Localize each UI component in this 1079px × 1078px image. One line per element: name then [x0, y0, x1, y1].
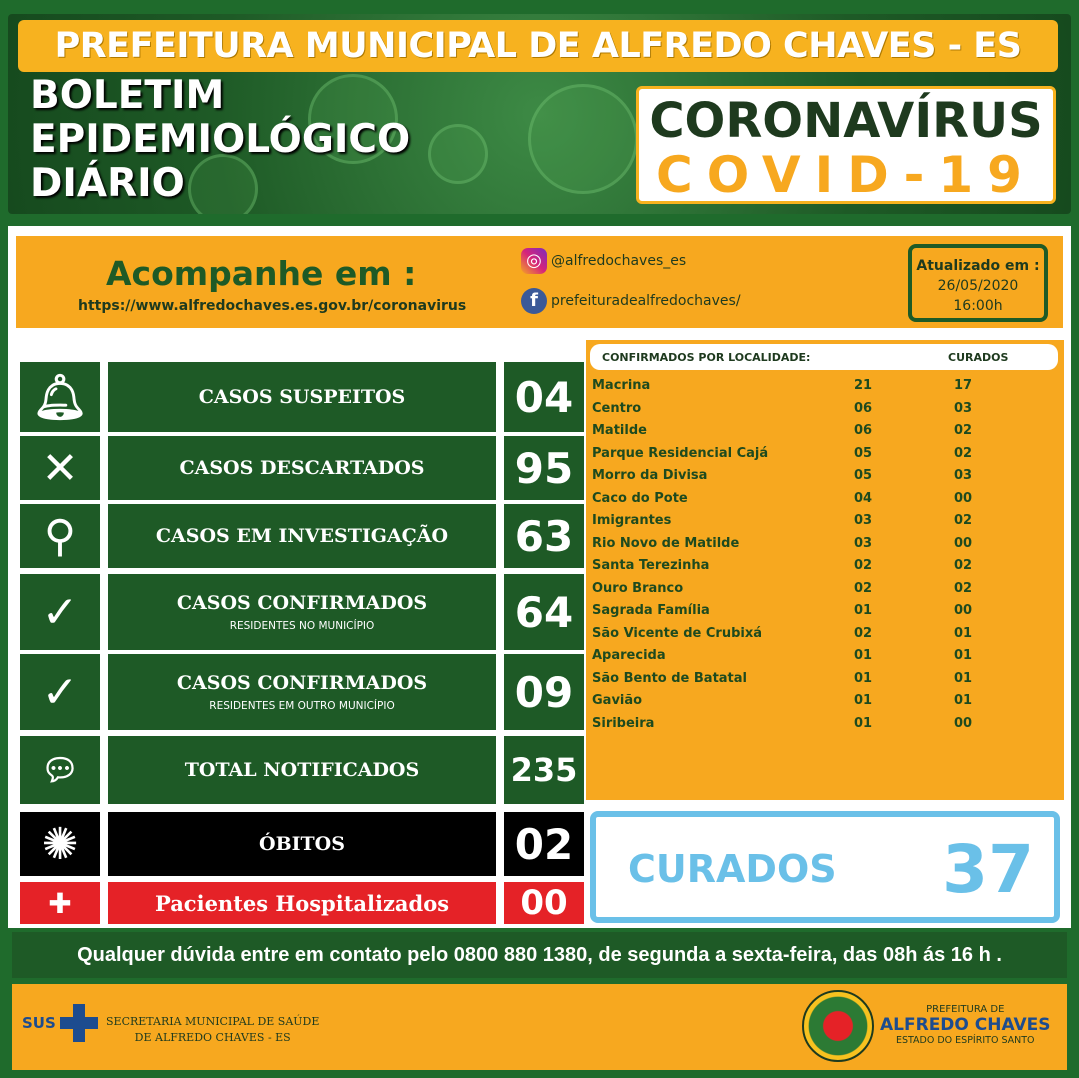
facebook-icon: f [521, 288, 547, 314]
locality-row [592, 624, 1052, 646]
locality-name: Gavião [592, 693, 643, 708]
locality-name: Centro [592, 400, 642, 416]
locality-confirmed: 03 [854, 535, 873, 551]
locality-cured: 02 [954, 513, 973, 528]
locality-name: Parque Residencial Cajá [592, 445, 769, 461]
stat-label: ÓBITOS [108, 812, 496, 876]
locality-row [592, 714, 1052, 736]
locality-cured: 00 [954, 490, 973, 506]
locality-name: Imigrantes [592, 513, 672, 528]
locality-row [592, 511, 1052, 533]
locality-name: Rio Novo de Matilde [592, 535, 740, 551]
sus-logo-text: SUS [22, 1014, 56, 1032]
instagram-link[interactable] [521, 248, 686, 274]
locality-confirmed: 03 [854, 513, 873, 528]
stat-label: TOTAL NOTIFICADOS [108, 736, 496, 804]
chat-bubbles-icon: 💬︎ [20, 736, 100, 804]
stat-row [16, 812, 584, 876]
cured-value: 37 [942, 831, 1034, 908]
locality-cured: 17 [954, 378, 973, 393]
main-panel [8, 226, 1071, 928]
locality-name: Matilde [592, 423, 647, 438]
stat-row [16, 362, 584, 432]
stat-label: CASOS SUSPEITOS [108, 362, 496, 432]
locality-name: Macrina [592, 378, 651, 393]
stat-value: 63 [504, 504, 584, 568]
locality-cured: 01 [954, 625, 973, 641]
locality-cured: 03 [954, 400, 973, 416]
updated-time: 16:00h [953, 298, 1003, 314]
locality-row [592, 669, 1052, 691]
locality-cured: 02 [954, 445, 973, 461]
locality-confirmed: 01 [854, 648, 873, 663]
locality-row [592, 601, 1052, 623]
locality-confirmed: 05 [854, 445, 873, 461]
locality-confirmed: 01 [854, 693, 873, 708]
locality-name: Morro da Divisa [592, 468, 708, 483]
stat-label: CASOS CONFIRMADOS RESIDENTES NO MUNICÍPIO [108, 574, 496, 650]
locality-row [592, 646, 1052, 668]
page-title: PREFEITURA MUNICIPAL DE ALFREDO CHAVES - ES [18, 20, 1058, 72]
locality-confirmed: 02 [854, 558, 873, 573]
boletim-title [30, 74, 410, 206]
locality-row [592, 579, 1052, 601]
municipal-seal-icon [802, 990, 874, 1062]
stat-value: 04 [504, 362, 584, 432]
stat-row [16, 882, 584, 924]
virus-decoration [428, 124, 488, 184]
check-icon: ✓ [20, 654, 100, 730]
locality-row [592, 556, 1052, 578]
updated-label: Atualizado em : [916, 258, 1040, 274]
locality-cured: 00 [954, 535, 973, 551]
stat-value: 235 [504, 736, 584, 804]
locality-cured: 01 [954, 648, 973, 663]
coronavirus-badge [636, 86, 1056, 204]
localities-header-right: CURADOS [948, 351, 1009, 364]
locality-cured: 01 [954, 693, 973, 708]
locality-row [592, 399, 1052, 421]
localities-header-left: CONFIRMADOS POR LOCALIDADE: [602, 351, 811, 364]
stat-value: 00 [504, 882, 584, 924]
locality-name: São Bento de Batatal [592, 670, 748, 686]
footer [12, 984, 1067, 1070]
badge-line2: COVID-19 [656, 146, 1036, 204]
locality-cured: 01 [954, 670, 973, 686]
stat-row [16, 654, 584, 730]
locality-row [592, 421, 1052, 443]
stat-value: 09 [504, 654, 584, 730]
locality-confirmed: 02 [854, 625, 873, 641]
x-icon: ✕ [20, 436, 100, 500]
stat-label: CASOS DESCARTADOS [108, 436, 496, 500]
follow-section [16, 236, 1063, 328]
stat-value: 02 [504, 812, 584, 876]
updated-calendar [908, 244, 1048, 322]
locality-confirmed: 04 [854, 490, 873, 506]
locality-cured: 02 [954, 580, 973, 596]
locality-cured: 03 [954, 468, 973, 483]
locality-row [592, 466, 1052, 488]
locality-confirmed: 01 [854, 715, 873, 731]
locality-row [592, 444, 1052, 466]
locality-cured: 00 [954, 715, 973, 731]
virus-icon: ✺ [20, 812, 100, 876]
stat-label: CASOS CONFIRMADOS RESIDENTES EM OUTRO MUNICÍPIO [108, 654, 496, 730]
updated-date: 26/05/2020 [937, 278, 1019, 294]
boletim-line: BOLETIM [30, 73, 225, 118]
locality-row [592, 376, 1052, 398]
localities-header [590, 344, 1058, 370]
locality-name: Aparecida [592, 648, 666, 663]
locality-row [592, 534, 1052, 556]
cured-box [590, 811, 1060, 923]
locality-name: Ouro Branco [592, 580, 684, 596]
header-banner [8, 14, 1071, 214]
locality-cured: 00 [954, 603, 973, 618]
locality-confirmed: 05 [854, 468, 873, 483]
boletim-line: DIÁRIO [30, 161, 185, 206]
localities-table [586, 340, 1064, 800]
locality-name: São Vicente de Crubixá [592, 625, 762, 641]
stat-row [16, 736, 584, 804]
follow-title: Acompanhe em : [106, 254, 417, 293]
medical-cross-icon: ✚ [20, 882, 100, 924]
locality-name: Caco do Pote [592, 490, 688, 506]
bell-icon: 🔔︎ [20, 362, 100, 432]
stat-row [16, 504, 584, 568]
cured-label: CURADOS [628, 847, 837, 891]
stat-label: CASOS EM INVESTIGAÇÃO [108, 504, 496, 568]
check-icon: ✓ [20, 574, 100, 650]
badge-line1: CORONAVÍRUS [649, 93, 1043, 149]
locality-confirmed: 01 [854, 603, 873, 618]
locality-confirmed: 06 [854, 423, 873, 438]
locality-confirmed: 06 [854, 400, 873, 416]
magnifier-icon: ⚲ [20, 504, 100, 568]
secretaria-text: SECRETARIA MUNICIPAL DE SAÚDE DE ALFREDO CHAVES - ES [106, 1015, 320, 1044]
instagram-handle: @alfredochaves_es [551, 253, 687, 269]
locality-name: Santa Terezinha [592, 558, 710, 573]
locality-name: Sagrada Família [592, 603, 710, 618]
boletim-line: EPIDEMIOLÓGICO [30, 117, 411, 162]
locality-cured: 02 [954, 423, 973, 438]
locality-confirmed: 01 [854, 670, 873, 686]
sus-cross-icon [60, 1004, 98, 1042]
locality-name: Siribeira [592, 715, 655, 731]
locality-cured: 02 [954, 558, 973, 573]
locality-confirmed: 21 [854, 378, 873, 393]
stat-label: Pacientes Hospitalizados [108, 882, 496, 924]
facebook-handle: prefeituradealfredochaves/ [551, 293, 741, 309]
contact-banner: Qualquer dúvida entre em contato pelo 0800 880 1380, de segunda a sexta-feira, das 08h ás 16 h . [12, 932, 1067, 978]
stat-value: 95 [504, 436, 584, 500]
stat-row [16, 436, 584, 500]
virus-decoration [528, 84, 638, 194]
locality-row [592, 691, 1052, 713]
locality-row [592, 489, 1052, 511]
locality-confirmed: 02 [854, 580, 873, 596]
stat-value: 64 [504, 574, 584, 650]
stat-row [16, 574, 584, 650]
facebook-link[interactable] [521, 288, 741, 314]
website-link[interactable]: https://www.alfredochaves.es.gov.br/coronavirus [78, 298, 467, 314]
prefeitura-logo-text: PREFEITURA DE ALFREDO CHAVES ESTADO DO ESPÍRITO SANTO [880, 1004, 1051, 1046]
instagram-icon: ◎ [521, 248, 547, 274]
